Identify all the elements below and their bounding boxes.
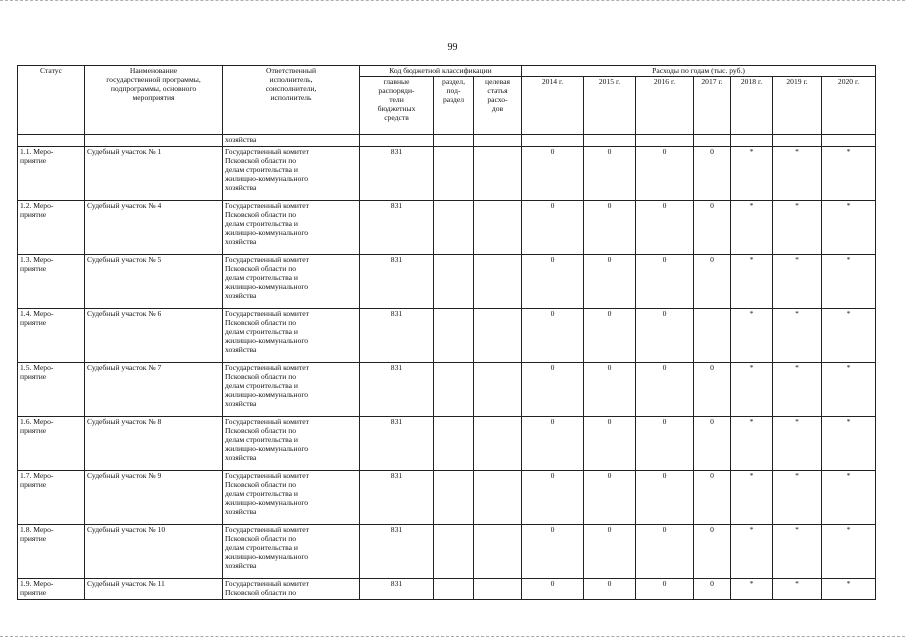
row-code-section (434, 309, 474, 363)
row-code-target (474, 417, 522, 471)
continuation-row (18, 135, 876, 147)
continuation-cell (731, 135, 773, 147)
row-expense-value: * (822, 525, 876, 579)
continuation-cell (522, 135, 584, 147)
row-executor: Государственный комитет Псковской области по (223, 579, 360, 600)
table-row (18, 309, 876, 363)
row-expense-value: 0 (522, 471, 584, 525)
row-expense-value: 0 (584, 255, 636, 309)
row-name: Судебный участок № 8 (85, 417, 223, 471)
row-expense-value: * (731, 471, 773, 525)
row-expense-value: 0 (694, 471, 731, 525)
row-code-target (474, 525, 522, 579)
row-expense-value: * (731, 147, 773, 201)
row-code-target (474, 363, 522, 417)
row-expense-value: 0 (694, 525, 731, 579)
row-code-main: 831 (360, 201, 434, 255)
header-row-top (18, 66, 876, 77)
row-expense-value: * (773, 417, 822, 471)
row-expense-value: 0 (636, 417, 694, 471)
row-executor: Государственный комитет Псковской области по делам строительства и жилищно-коммунального хозяйства (223, 363, 360, 417)
row-name: Судебный участок № 1 (85, 147, 223, 201)
row-expense-value: * (731, 525, 773, 579)
row-expense-value: * (822, 417, 876, 471)
row-name: Судебный участок № 9 (85, 471, 223, 525)
row-code-main: 831 (360, 471, 434, 525)
header-year: 2014 г. (522, 77, 584, 135)
row-code-target (474, 309, 522, 363)
row-code-main: 831 (360, 255, 434, 309)
continuation-cell (85, 135, 223, 147)
row-code-target (474, 579, 522, 600)
row-expense-value: * (731, 579, 773, 600)
header-executor: Ответственный исполнитель, соисполнители, исполнитель (223, 66, 360, 135)
row-expense-value: * (822, 255, 876, 309)
row-code-section (434, 471, 474, 525)
row-code-section (434, 363, 474, 417)
row-name: Судебный участок № 6 (85, 309, 223, 363)
row-expense-value: * (731, 201, 773, 255)
continuation-cell (18, 135, 85, 147)
row-code-target (474, 147, 522, 201)
row-expense-value: 0 (584, 147, 636, 201)
row-expense-value: * (731, 255, 773, 309)
row-expense-value: 0 (584, 579, 636, 600)
row-expense-value: 0 (694, 579, 731, 600)
row-code-main: 831 (360, 417, 434, 471)
row-executor: Государственный комитет Псковской области по делам строительства и жилищно-коммунального хозяйства (223, 525, 360, 579)
header-name: Наименование государственной программы, подпрограммы, основного мероприятия (85, 66, 223, 135)
row-executor: Государственный комитет Псковской области по делам строительства и жилищно-коммунального хозяйства (223, 255, 360, 309)
row-executor: Государственный комитет Псковской области по делам строительства и жилищно-коммунального хозяйства (223, 417, 360, 471)
continuation-cell (584, 135, 636, 147)
row-name: Судебный участок № 4 (85, 201, 223, 255)
row-expense-value: * (773, 255, 822, 309)
row-status: 1.4. Меро- приятие (18, 309, 85, 363)
row-expense-value: 0 (636, 309, 694, 363)
row-expense-value: * (822, 579, 876, 600)
header-year: 2019 г. (773, 77, 822, 135)
continuation-cell (360, 135, 434, 147)
row-expense-value: 0 (522, 525, 584, 579)
row-name: Судебный участок № 10 (85, 525, 223, 579)
header-year: 2016 г. (636, 77, 694, 135)
row-expense-value: 0 (694, 147, 731, 201)
row-code-main: 831 (360, 525, 434, 579)
row-code-main: 831 (360, 147, 434, 201)
row-expense-value: 0 (584, 417, 636, 471)
row-expense-value: 0 (636, 525, 694, 579)
table-row (18, 147, 876, 201)
scan-edge-bottom (0, 636, 905, 637)
row-expense-value: 0 (636, 363, 694, 417)
row-status: 1.3. Меро- приятие (18, 255, 85, 309)
row-expense-value: * (822, 201, 876, 255)
row-status: 1.9. Меро- приятие (18, 579, 85, 600)
row-status: 1.1. Меро- приятие (18, 147, 85, 201)
row-status: 1.8. Меро- приятие (18, 525, 85, 579)
row-expense-value: 0 (636, 579, 694, 600)
row-code-section (434, 579, 474, 600)
continuation-cell (636, 135, 694, 147)
row-expense-value: 0 (584, 525, 636, 579)
row-expense-value: * (773, 309, 822, 363)
row-expense-value: 0 (522, 579, 584, 600)
row-expense-value: 0 (522, 417, 584, 471)
row-expense-value: * (822, 309, 876, 363)
table-row (18, 363, 876, 417)
row-expense-value: 0 (522, 255, 584, 309)
table-row (18, 525, 876, 579)
scan-edge-top (0, 0, 905, 1)
row-expense-value: * (773, 471, 822, 525)
row-expense-value: * (731, 417, 773, 471)
row-expense-value: 0 (522, 147, 584, 201)
row-executor: Государственный комитет Псковской области по делам строительства и жилищно-коммунального хозяйства (223, 471, 360, 525)
row-expense-value: 0 (522, 201, 584, 255)
table-row (18, 201, 876, 255)
row-expense-value: 0 (584, 471, 636, 525)
row-code-target (474, 471, 522, 525)
header-year: 2017 г. (694, 77, 731, 135)
header-code-target: целевая статья расхо- дов (474, 77, 522, 135)
row-code-section (434, 417, 474, 471)
continuation-cell (694, 135, 731, 147)
row-expense-value: * (822, 147, 876, 201)
row-name: Судебный участок № 7 (85, 363, 223, 417)
row-status: 1.7. Меро- приятие (18, 471, 85, 525)
row-status: 1.2. Меро- приятие (18, 201, 85, 255)
table-row (18, 471, 876, 525)
row-expense-value: * (822, 363, 876, 417)
row-code-main: 831 (360, 579, 434, 600)
row-executor: Государственный комитет Псковской области по делам строительства и жилищно-коммунального хозяйства (223, 201, 360, 255)
row-expense-value: 0 (694, 255, 731, 309)
row-code-section (434, 525, 474, 579)
row-expense-value: * (731, 363, 773, 417)
row-code-target (474, 255, 522, 309)
header-expenses: Расходы по годам (тыс. руб.) (522, 66, 876, 77)
row-expense-value: 0 (636, 201, 694, 255)
table-row (18, 255, 876, 309)
header-year: 2015 г. (584, 77, 636, 135)
row-expense-value (694, 309, 731, 363)
row-expense-value: * (773, 579, 822, 600)
row-status: 1.6. Меро- приятие (18, 417, 85, 471)
row-expense-value: 0 (636, 255, 694, 309)
header-code-section: раздел, под- раздел (434, 77, 474, 135)
row-expense-value: 0 (522, 363, 584, 417)
row-name: Судебный участок № 5 (85, 255, 223, 309)
row-code-section (434, 255, 474, 309)
row-status: 1.5. Меро- приятие (18, 363, 85, 417)
page-number: 99 (447, 42, 458, 53)
row-executor: Государственный комитет Псковской области по делам строительства и жилищно-коммунального хозяйства (223, 147, 360, 201)
header-code-main: главные распоряди- тели бюджетных средств (360, 77, 434, 135)
row-expense-value: * (773, 147, 822, 201)
row-expense-value: 0 (636, 147, 694, 201)
table-row (18, 579, 876, 600)
budget-table (17, 65, 876, 600)
row-expense-value: 0 (584, 201, 636, 255)
row-executor: Государственный комитет Псковской области по делам строительства и жилищно-коммунального хозяйства (223, 309, 360, 363)
table-row (18, 417, 876, 471)
row-expense-value: * (773, 201, 822, 255)
header-status: Статус (18, 66, 85, 135)
row-expense-value: 0 (694, 363, 731, 417)
row-expense-value: 0 (522, 309, 584, 363)
header-year: 2018 г. (731, 77, 773, 135)
continuation-cell (474, 135, 522, 147)
row-expense-value: 0 (694, 201, 731, 255)
continuation-cell (773, 135, 822, 147)
row-code-main: 831 (360, 363, 434, 417)
header-year: 2020 г. (822, 77, 876, 135)
row-expense-value: 0 (694, 417, 731, 471)
row-expense-value: * (822, 471, 876, 525)
row-expense-value: 0 (584, 309, 636, 363)
row-expense-value: 0 (636, 471, 694, 525)
continuation-cell (434, 135, 474, 147)
header-budget-code: Код бюджетной классификации (360, 66, 522, 77)
row-code-section (434, 147, 474, 201)
row-expense-value: 0 (584, 363, 636, 417)
row-code-section (434, 201, 474, 255)
row-code-main: 831 (360, 309, 434, 363)
row-code-target (474, 201, 522, 255)
continuation-cell (822, 135, 876, 147)
continuation-text: хозяйства (223, 135, 360, 147)
row-expense-value: * (731, 309, 773, 363)
row-expense-value: * (773, 525, 822, 579)
row-expense-value: * (773, 363, 822, 417)
row-name: Судебный участок № 11 (85, 579, 223, 600)
